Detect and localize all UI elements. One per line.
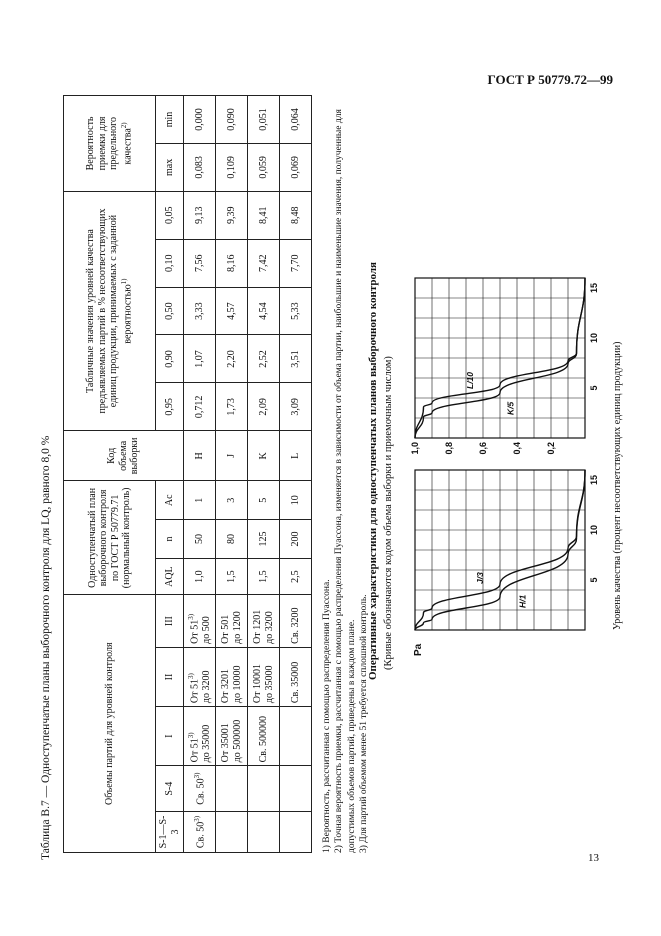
cell-p95: 0,712 (184, 383, 216, 431)
cell-text: до 35000 (200, 724, 212, 763)
header-lot-sizes: Объемы партий для уровней контроля (64, 595, 156, 853)
cell-ac: 1 (184, 481, 216, 520)
header-plan: Одноступенчатый план выборочного контроля по ГОСТ Р 50779.71 (нормальный контроль) (64, 481, 156, 595)
cell-ac: 3 (216, 481, 248, 520)
cell-min: 0,090 (216, 96, 248, 144)
header-accept-sup: 2) (119, 122, 128, 129)
cell-aql: 1,5 (216, 558, 248, 594)
header-max: max (156, 143, 184, 191)
header-prob-050: 0,50 (156, 287, 184, 335)
cell-s13 (280, 811, 312, 852)
curve-label-l10: L/10 (464, 371, 475, 389)
header-prob-090: 0,90 (156, 335, 184, 383)
cell-min: 0,000 (184, 96, 216, 144)
cell-p05: 8,48 (280, 191, 312, 239)
sampling-plans-table-wrap (63, 95, 312, 853)
cell-text: до 1200 (231, 611, 243, 644)
cell-p10: 7,56 (184, 239, 216, 287)
cell-p90: 2,20 (216, 335, 248, 383)
cell-n: 125 (248, 520, 280, 559)
header-prob-095: 0,95 (156, 383, 184, 431)
header-tabular-text: Табличные значения уровней качества предъявляемых партий в % несоответствующих единиц продукции, принимаемых с заданной вероятностью (85, 208, 134, 414)
header-code: Код объема выборки (64, 431, 184, 481)
cell-max: 0,083 (184, 143, 216, 191)
cell-text: до 500 (200, 616, 212, 644)
cell-p90: 2,52 (248, 335, 280, 383)
cell-iii: Св. 3200 (280, 595, 312, 647)
table-row (248, 96, 280, 853)
cell-s13 (216, 811, 248, 852)
cell-p10: 8,16 (216, 239, 248, 287)
cell-min: 0,051 (248, 96, 280, 144)
cell-p50: 4,54 (248, 287, 280, 335)
cell-iii (248, 595, 280, 647)
x-tick-label: 10 (589, 524, 599, 536)
x-tick-label: 15 (589, 474, 599, 486)
cell-code: J (216, 431, 248, 481)
cell-text: От 35001 (220, 723, 231, 763)
x-axis-label: Уровень качества (процент несоответствующих единиц продукции) (612, 341, 623, 630)
rotated-content (35, 80, 635, 880)
table-row (280, 96, 312, 853)
table-caption: Таблица В.7 — Одноступенчатые планы выборочного контроля для LQ, равного 8,0 % (40, 435, 52, 860)
cell-text: От 1201 (252, 609, 263, 644)
cell-p05: 8,41 (248, 191, 280, 239)
header-tabular (64, 191, 156, 430)
header-level-i: I (156, 707, 184, 766)
header-level-iii: III (156, 595, 184, 647)
chart-subtitle: (Кривые обозначаются кодом объема выборки и приемочным числом) (383, 356, 394, 670)
cell-max: 0,069 (280, 143, 312, 191)
cell-s4 (184, 766, 216, 812)
footnote-1: 1) Вероятность, рассчитанная с помощью распределения Пуассона. (322, 579, 332, 853)
cell-text: до 35000 (263, 665, 275, 704)
cell-p90: 3,51 (280, 335, 312, 383)
cell-ii (216, 647, 248, 706)
y-tick-label: 0,8 (444, 442, 454, 455)
cell-n: 50 (184, 520, 216, 559)
cell-ii: Св. 35000 (280, 647, 312, 706)
cell-text: От 51 (189, 619, 201, 644)
cell-text: до 3200 (263, 611, 275, 644)
cell-p50: 5,33 (280, 287, 312, 335)
cell-aql: 2,5 (280, 558, 312, 594)
x-tick-label: 5 (589, 577, 599, 583)
header-accept (64, 96, 156, 192)
cell-s13 (248, 811, 280, 852)
cell-text: до 3200 (200, 670, 212, 704)
header-level-s13: S-1—S-3 (156, 811, 184, 852)
cell-ac: 10 (280, 481, 312, 520)
document-header: ГОСТ Р 50779.72—99 (487, 72, 613, 87)
cell-sup: 3) (192, 815, 201, 822)
cell-text: Св. 50 (194, 821, 206, 849)
cell-code: H (184, 431, 216, 481)
cell-max: 0,059 (248, 143, 280, 191)
curve-label-k5: K/5 (505, 401, 516, 415)
cell-p05: 9,13 (184, 191, 216, 239)
curve-label-h1: H/1 (517, 594, 528, 608)
cell-p90: 1,07 (184, 335, 216, 383)
cell-n: 200 (280, 520, 312, 559)
cell-i (216, 707, 248, 766)
table-row (216, 96, 248, 853)
cell-s4 (280, 766, 312, 812)
chart-title: Оперативные характеристики для одноступенчатых планов выборочного контроля (367, 262, 379, 680)
cell-p50: 4,57 (216, 287, 248, 335)
cell-i (280, 707, 312, 766)
header-prob-005: 0,05 (156, 191, 184, 239)
y-tick-label: 0,4 (512, 442, 522, 455)
header-aql: AQL (156, 558, 184, 594)
cell-p05: 9,39 (216, 191, 248, 239)
cell-text: От 51 (189, 679, 201, 704)
y-tick-label: 0,6 (478, 442, 488, 455)
cell-p95: 3,09 (280, 383, 312, 431)
cell-code: L (280, 431, 312, 481)
footnote-3: 3) Для партий объемом менее 51 требуется сплошной контроль. (359, 594, 370, 853)
y-tick-label: 1,0 (410, 442, 420, 455)
cell-text: От 10001 (252, 664, 263, 704)
cell-text: до 500000 (231, 719, 243, 763)
cell-p95: 1,73 (216, 383, 248, 431)
cell-ac: 5 (248, 481, 280, 520)
cell-ii (184, 647, 216, 706)
oc-charts (405, 260, 610, 660)
cell-p10: 7,70 (280, 239, 312, 287)
cell-text: От 51 (189, 738, 201, 763)
header-min: min (156, 96, 184, 144)
cell-p10: 7,42 (248, 239, 280, 287)
page-number: 13 (588, 852, 599, 864)
x-tick-label: 10 (589, 332, 599, 344)
cell-text: Св. 500000 (257, 715, 269, 763)
sampling-plans-table (63, 95, 312, 853)
table-row (184, 96, 216, 853)
cell-max: 0,109 (216, 143, 248, 191)
header-level-ii: II (156, 647, 184, 706)
cell-sup: 3) (192, 772, 201, 779)
cell-i (248, 707, 280, 766)
cell-aql: 1,5 (248, 558, 280, 594)
footnote-2: 2) Точная вероятность приемки, рассчитанная с помощью распределения Пуассона, изменяется в зависимости от объема партии, наибольшие и наименьшие значения, полученные для допустимых объемов партий, приведены в каждом плане. (334, 109, 357, 853)
header-ac: Ac (156, 481, 184, 520)
cell-text: Св. 50 (194, 778, 206, 805)
header-prob-010: 0,10 (156, 239, 184, 287)
cell-n: 80 (216, 520, 248, 559)
cell-sup: 3) (186, 613, 195, 620)
cell-ii (248, 647, 280, 706)
cell-i (184, 707, 216, 766)
cell-p95: 2,09 (248, 383, 280, 431)
cell-iii (216, 595, 248, 647)
cell-iii (184, 595, 216, 647)
x-tick-label: 15 (589, 282, 599, 294)
header-accept-text: Вероятность приемки для предельного качества (85, 116, 134, 171)
cell-p50: 3,33 (184, 287, 216, 335)
header-n: n (156, 520, 184, 559)
curve-label-j3: J/3 (475, 572, 485, 584)
cell-sup: 3) (186, 673, 195, 680)
cell-min: 0,064 (280, 96, 312, 144)
y-tick-label: 0,2 (546, 442, 556, 455)
header-level-s4: S-4 (156, 766, 184, 812)
cell-code: K (248, 431, 280, 481)
header-tabular-sup: 1) (119, 278, 128, 285)
cell-text: От 501 (220, 614, 231, 644)
footnotes (321, 95, 370, 853)
cell-s13 (184, 811, 216, 852)
cell-s4 (216, 766, 248, 812)
cell-s4 (248, 766, 280, 812)
x-tick-label: 5 (589, 385, 599, 391)
cell-sup: 3) (186, 732, 195, 739)
cell-text: до 10000 (231, 665, 243, 704)
cell-aql: 1,0 (184, 558, 216, 594)
y-axis-label: Pa (413, 643, 424, 656)
cell-text: От 3201 (220, 669, 231, 704)
